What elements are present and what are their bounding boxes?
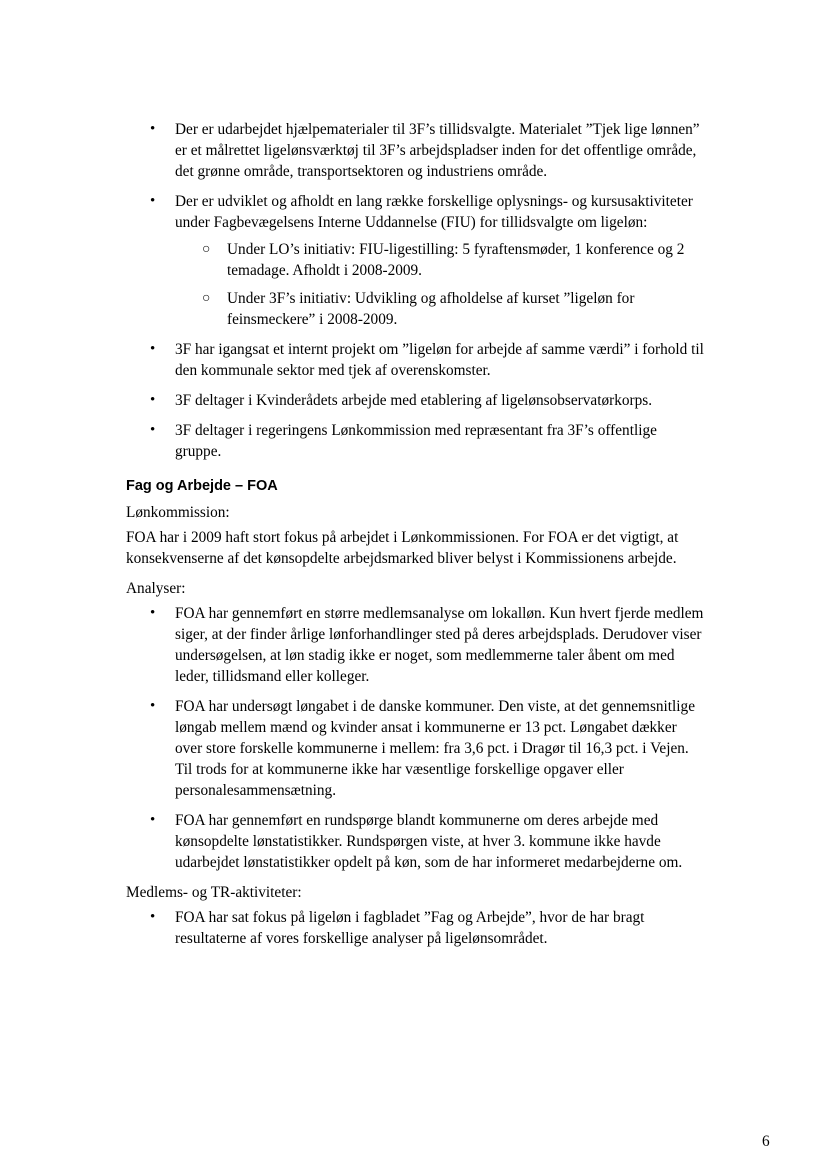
list-item-text: FOA har undersøgt løngabet i de danske kommuner. Den viste, at det gennemsnitlige løngab mellem mænd og kvinder ansat i kommunerne er 13 pct. Løngabet dækker over store forskelle kommunerne i mellem: fra 3,6 pct. i Dragør til 16,3 pct. i Vejen. Til trods for at kommunerne ikke har væsentlige forskellige opgaver eller personalesammensætning. (175, 698, 695, 799)
sub-list-item (175, 288, 706, 330)
page-content (126, 119, 706, 958)
bullet-icon: • (150, 121, 156, 137)
page-number: 6 (762, 1133, 770, 1150)
list-item-text: FOA har gennemført en rundspørge blandt kommunerne om deres arbejde med kønsopdelte lønstatistikker. Rundspørgen viste, at hver 3. kommune ikke havde udarbejdet lønstatistikker opdelt på køn, som de har informeret medarbejderne om. (175, 812, 683, 871)
bullet-icon: • (150, 341, 156, 357)
list-item (126, 339, 706, 381)
sub-list-item (175, 239, 706, 281)
paragraph-lonkommission: FOA har i 2009 haft stort fokus på arbejdet i Lønkommissionen. For FOA er det vigtigt, at konsekvenserne af det kønsopdelte arbejdsmarked bliver belyst i Kommissionens arbejde. (126, 529, 679, 567)
list-item (126, 390, 706, 411)
list-item (126, 907, 706, 949)
bullet-list-medlems (126, 907, 706, 949)
list-item (126, 810, 706, 873)
list-item (126, 603, 706, 687)
subsection-label-medlems: Medlems- og TR-aktiviteter: (126, 884, 302, 901)
bullet-icon: • (150, 193, 156, 209)
bullet-icon: • (150, 392, 156, 408)
list-item (126, 119, 706, 182)
bullet-icon: • (150, 909, 156, 925)
circle-bullet-icon: ○ (202, 291, 211, 306)
bullet-icon: • (150, 605, 156, 621)
bullet-list-3f (126, 119, 706, 462)
bullet-icon: • (150, 422, 156, 438)
list-item-text: 3F deltager i Kvinderådets arbejde med etablering af ligelønsobservatørkorps. (175, 392, 653, 409)
list-item-text: 3F har igangsat et internt projekt om ”ligeløn for arbejde af samme værdi” i forhold til den kommunale sektor med tjek af overenskomster. (175, 341, 704, 379)
section-heading: Fag og Arbejde – FOA (126, 478, 278, 494)
list-item-text: Der er udviklet og afholdt en lang række forskellige oplysnings- og kursusaktiviteter under Fagbevægelsens Interne Uddannelse (FIU) for tillidsvalgte om ligeløn: (175, 193, 693, 231)
bullet-list-analyser (126, 603, 706, 873)
subsection-label-analyser: Analyser: (126, 580, 186, 597)
subsection-label-lonkommission: Lønkommission: (126, 504, 230, 521)
list-item-text: Der er udarbejdet hjælpematerialer til 3F’s tillidsvalgte. Materialet ”Tjek lige lønnen” er et målrettet ligelønsværktøj til 3F’s arbejdspladser inden for det offentlige område, det grønne område, transportsektoren og industriens område. (175, 121, 700, 180)
bullet-icon: • (150, 812, 156, 828)
circle-bullet-icon: ○ (202, 242, 211, 257)
list-item-text: FOA har gennemført en større medlemsanalyse om lokalløn. Kun hvert fjerde medlem siger, at der finder årlige lønforhandlinger sted på deres arbejdsplads. Derudover viser undersøgelsen, at løn stadig ikke er noget, som medlemmerne taler åbent om med leder, tillidsmand eller kolleger. (175, 605, 704, 685)
sub-bullet-list (175, 239, 706, 330)
list-item (126, 191, 706, 330)
sub-list-item-text: Under LO’s initiativ: FIU-ligestilling: 5 fyraftensmøder, 1 konference og 2 temadage. Afholdt i 2008-2009. (227, 241, 685, 279)
bullet-icon: • (150, 698, 156, 714)
list-item-text: FOA har sat fokus på ligeløn i fagbladet ”Fag og Arbejde”, hvor de har bragt resultaterne af vores forskellige analyser på ligelønsområdet. (175, 909, 645, 947)
list-item (126, 696, 706, 801)
sub-list-item-text: Under 3F’s initiativ: Udvikling og afholdelse af kurset ”ligeløn for feinsmeckere” i 2008-2009. (227, 290, 635, 328)
list-item-text: 3F deltager i regeringens Lønkommission med repræsentant fra 3F’s offentlige gruppe. (175, 422, 657, 460)
list-item (126, 420, 706, 462)
